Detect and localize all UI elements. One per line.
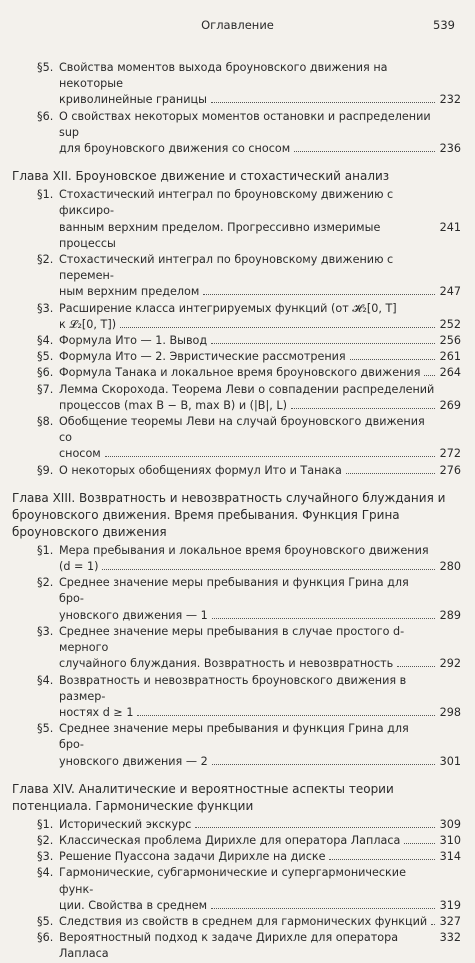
entry-page-number: 236 [439,142,461,156]
toc-entry[interactable] [12,60,461,109]
entry-body [59,349,461,365]
entry-title-line: Расширение класса интегрируемых функций (от 𝓗₂[0, T] [59,301,397,315]
section-number: §1. [37,543,54,557]
entry-title-line: Свойства моментов выхода броуновского движения на некоторые [59,61,388,91]
section-number: §1. [37,817,54,831]
entry-page-number: 264 [439,366,461,380]
entry-page-number: 289 [439,608,461,622]
entry-title-line: Следствия из свойств в среднем для гармонических функций [59,914,428,928]
entry-title-line: Среднее значение меры пребывания и функция Грина для бро- [59,576,409,606]
toc-entry[interactable] [12,721,461,770]
entry-body [59,109,461,158]
entry-body [59,463,461,479]
dot-leader [431,924,435,925]
toc-entry[interactable] [12,252,461,301]
toc-entry[interactable] [12,187,461,252]
entry-page-number: 269 [439,398,461,412]
entry-title-line: Лемма Скорохода. Теорема Леви о совпадении распределений [59,382,435,396]
section-list [12,817,461,963]
section-number: §6. [37,109,54,123]
dot-leader [404,843,435,844]
entry-page-number: 272 [439,447,461,461]
entry-title-line: для броуновского движения со сносом [59,142,291,156]
entry-page-number: 319 [439,898,461,912]
section-number: §7. [37,382,54,396]
dot-leader [294,151,435,152]
entry-page-number: 327 [439,914,461,928]
section-number: §5. [37,914,54,928]
section-number: §9. [37,463,54,477]
section-number: §4. [37,334,54,348]
dot-leader [203,294,435,295]
dot-leader [424,375,435,376]
section-number: §2. [37,253,54,267]
entry-body [59,673,461,722]
entry-title-line: ванным верхним пределом. Прогрессивно измеримые процессы [59,220,381,250]
entry-title-line: О некоторых обобщениях формул Ито и Танака [59,463,342,477]
toc-entry[interactable] [12,914,461,930]
toc-entry[interactable] [12,673,461,722]
entry-body [59,414,461,463]
toc-entry[interactable] [12,865,461,914]
entry-title-line: Формула Танака и локальное время броуновского движения [59,366,421,380]
entry-title-line: (d = 1) [59,560,99,574]
section-number: §8. [37,415,54,429]
entry-title-line: уновского движения — 2 [59,754,208,768]
section-number: §1. [37,188,54,202]
entry-body [59,543,461,575]
entry-title-line: процессов (max B − B, max B) и (|B|, L) [59,398,287,412]
toc-entry[interactable] [12,109,461,158]
section-number: §4. [37,866,54,880]
section-number: §2. [37,576,54,590]
entry-title-line: Решение Пуассона задачи Дирихле на диске [59,850,326,864]
dot-leader [211,343,435,344]
entry-title-line: Мера пребывания и локальное время броуновского движения [59,543,429,557]
entry-page-number: 280 [439,560,461,574]
entry-title-line: Формула Ито — 2. Эвристические рассмотрения [59,350,346,364]
entry-page-number: 314 [439,850,461,864]
entry-page-number: 241 [439,220,461,234]
entry-title-line: криволинейные границы [59,93,207,107]
entry-title-line: к 𝓛₂[0, T]) [59,317,117,331]
entry-title-line: Гармонические, субгармонические и супергармонические функ- [59,866,406,896]
entry-title-line: ным верхним пределом [59,285,200,299]
entry-title-line: Исторический экскурс [59,817,192,831]
running-title: Оглавление [201,18,274,32]
toc-entry[interactable] [12,833,461,849]
entry-page-number: 247 [439,285,461,299]
entry-title-line: Среднее значение меры пребывания и функция Грина для бро- [59,722,409,752]
dot-leader [105,456,435,457]
entry-title-line: Формула Ито — 1. Вывод [59,334,208,348]
toc-entry[interactable] [12,301,461,333]
entry-page-number: 276 [439,463,461,477]
entry-page-number: 332 [439,931,461,945]
section-number: §6. [37,366,54,380]
entry-title-line: ции. Свойства в среднем [59,898,208,912]
entry-title-line: Стохастический интеграл по броуновскому движению с перемен- [59,253,394,283]
dot-leader [291,408,435,409]
entry-title-line: Обобщение теоремы Леви на случай броуновского движения со [59,415,425,445]
dot-leader [397,666,435,667]
toc-entry[interactable] [12,414,461,463]
section-number: §5. [37,350,54,364]
toc-entry[interactable] [12,849,461,865]
entry-title-line: Классическая проблема Дирихле для оператора Лапласа [59,833,401,847]
entry-body [59,333,461,349]
toc-entry[interactable] [12,365,461,381]
section-list [12,187,461,479]
chapter-title[interactable]: Глава XII. Броуновское движение и стохастический анализ [12,169,390,184]
section-number: §2. [37,833,54,847]
entry-title-line: сносом [59,447,101,461]
section-list [12,543,461,770]
entry-body [59,914,461,930]
dot-leader [212,618,435,619]
entry-page-number: 292 [439,657,461,671]
section-number: §5. [37,722,54,736]
entry-title-line: уновского движения — 1 [59,608,208,622]
entry-body [59,721,461,770]
section-number: §3. [37,850,54,864]
entry-body [59,865,461,914]
entry-title-line: О свойствах некоторых моментов остановки и распределении sup [59,109,431,139]
toc-entry[interactable] [12,930,461,962]
entry-page-number: 252 [439,317,461,331]
entry-body [59,833,461,849]
chapter-title[interactable]: Глава XIV. Аналитические и вероятностные аспекты теории потенциала. Гармонические функции [12,781,394,813]
dot-leader [120,327,435,328]
section-number: §6. [37,931,54,945]
entry-body [59,817,461,833]
section-number: §5. [37,61,54,74]
entry-title-line: Среднее значение меры пребывания в случае простого d-мерного [59,624,405,655]
chapter-block [12,781,461,963]
table-of-contents [12,60,461,963]
page-header [0,18,475,38]
toc-entry[interactable] [12,463,461,479]
entry-page-number: 256 [439,334,461,348]
toc-entry[interactable] [12,817,461,833]
dot-leader [212,764,435,765]
entry-body [59,575,461,624]
dot-leader [195,827,435,828]
section-number: §4. [37,673,54,687]
page-number: 539 [433,18,455,32]
chapter-block [12,490,461,770]
dot-leader [102,569,435,570]
entry-title-line: ностях d ≥ 1 [59,705,134,719]
toc-entry[interactable] [12,575,461,624]
entry-body [59,60,461,109]
entry-body [59,301,461,333]
entry-title-line: Стохастический интеграл по броуновскому движению с фиксиро- [59,188,394,218]
dot-leader [346,473,435,474]
entry-page-number: 261 [439,350,461,364]
toc-entry[interactable] [12,349,461,365]
dot-leader [211,102,435,103]
entry-body [59,930,461,962]
entry-page-number: 301 [439,754,461,768]
entry-page-number: 309 [439,817,461,831]
chapter-block [12,168,461,479]
entry-body [59,252,461,301]
continued-section-list [12,60,461,157]
dot-leader [137,715,435,716]
section-number: §3. [37,301,54,315]
entry-page-number: 298 [439,705,461,719]
dot-leader [350,359,435,360]
toc-entry[interactable] [12,333,461,349]
section-number: §3. [37,624,54,638]
entry-body [59,365,461,381]
entry-body [59,849,461,865]
dot-leader [211,908,435,909]
dot-leader [329,859,435,860]
chapter-title[interactable]: Глава XIII. Возвратность и невозвратность случайного блуждания и броуновского движения. Время пребывания. Функция Грина броуновского движения [12,490,446,539]
entry-body [59,382,461,414]
entry-page-number: 232 [439,93,461,107]
entry-title-line: случайного блуждания. Возвратность и невозвратность [59,657,394,671]
entry-title-line: Вероятностный подход к задаче Дирихле для оператора Лапласа [59,931,399,961]
entry-title-line: Возвратность и невозвратность броуновского движения в размер- [59,673,407,703]
toc-entry[interactable] [12,382,461,414]
entry-body [59,624,461,673]
entry-page-number: 310 [439,833,461,847]
toc-entry[interactable] [12,543,461,575]
entry-body [59,187,461,252]
toc-entry[interactable] [12,624,461,673]
